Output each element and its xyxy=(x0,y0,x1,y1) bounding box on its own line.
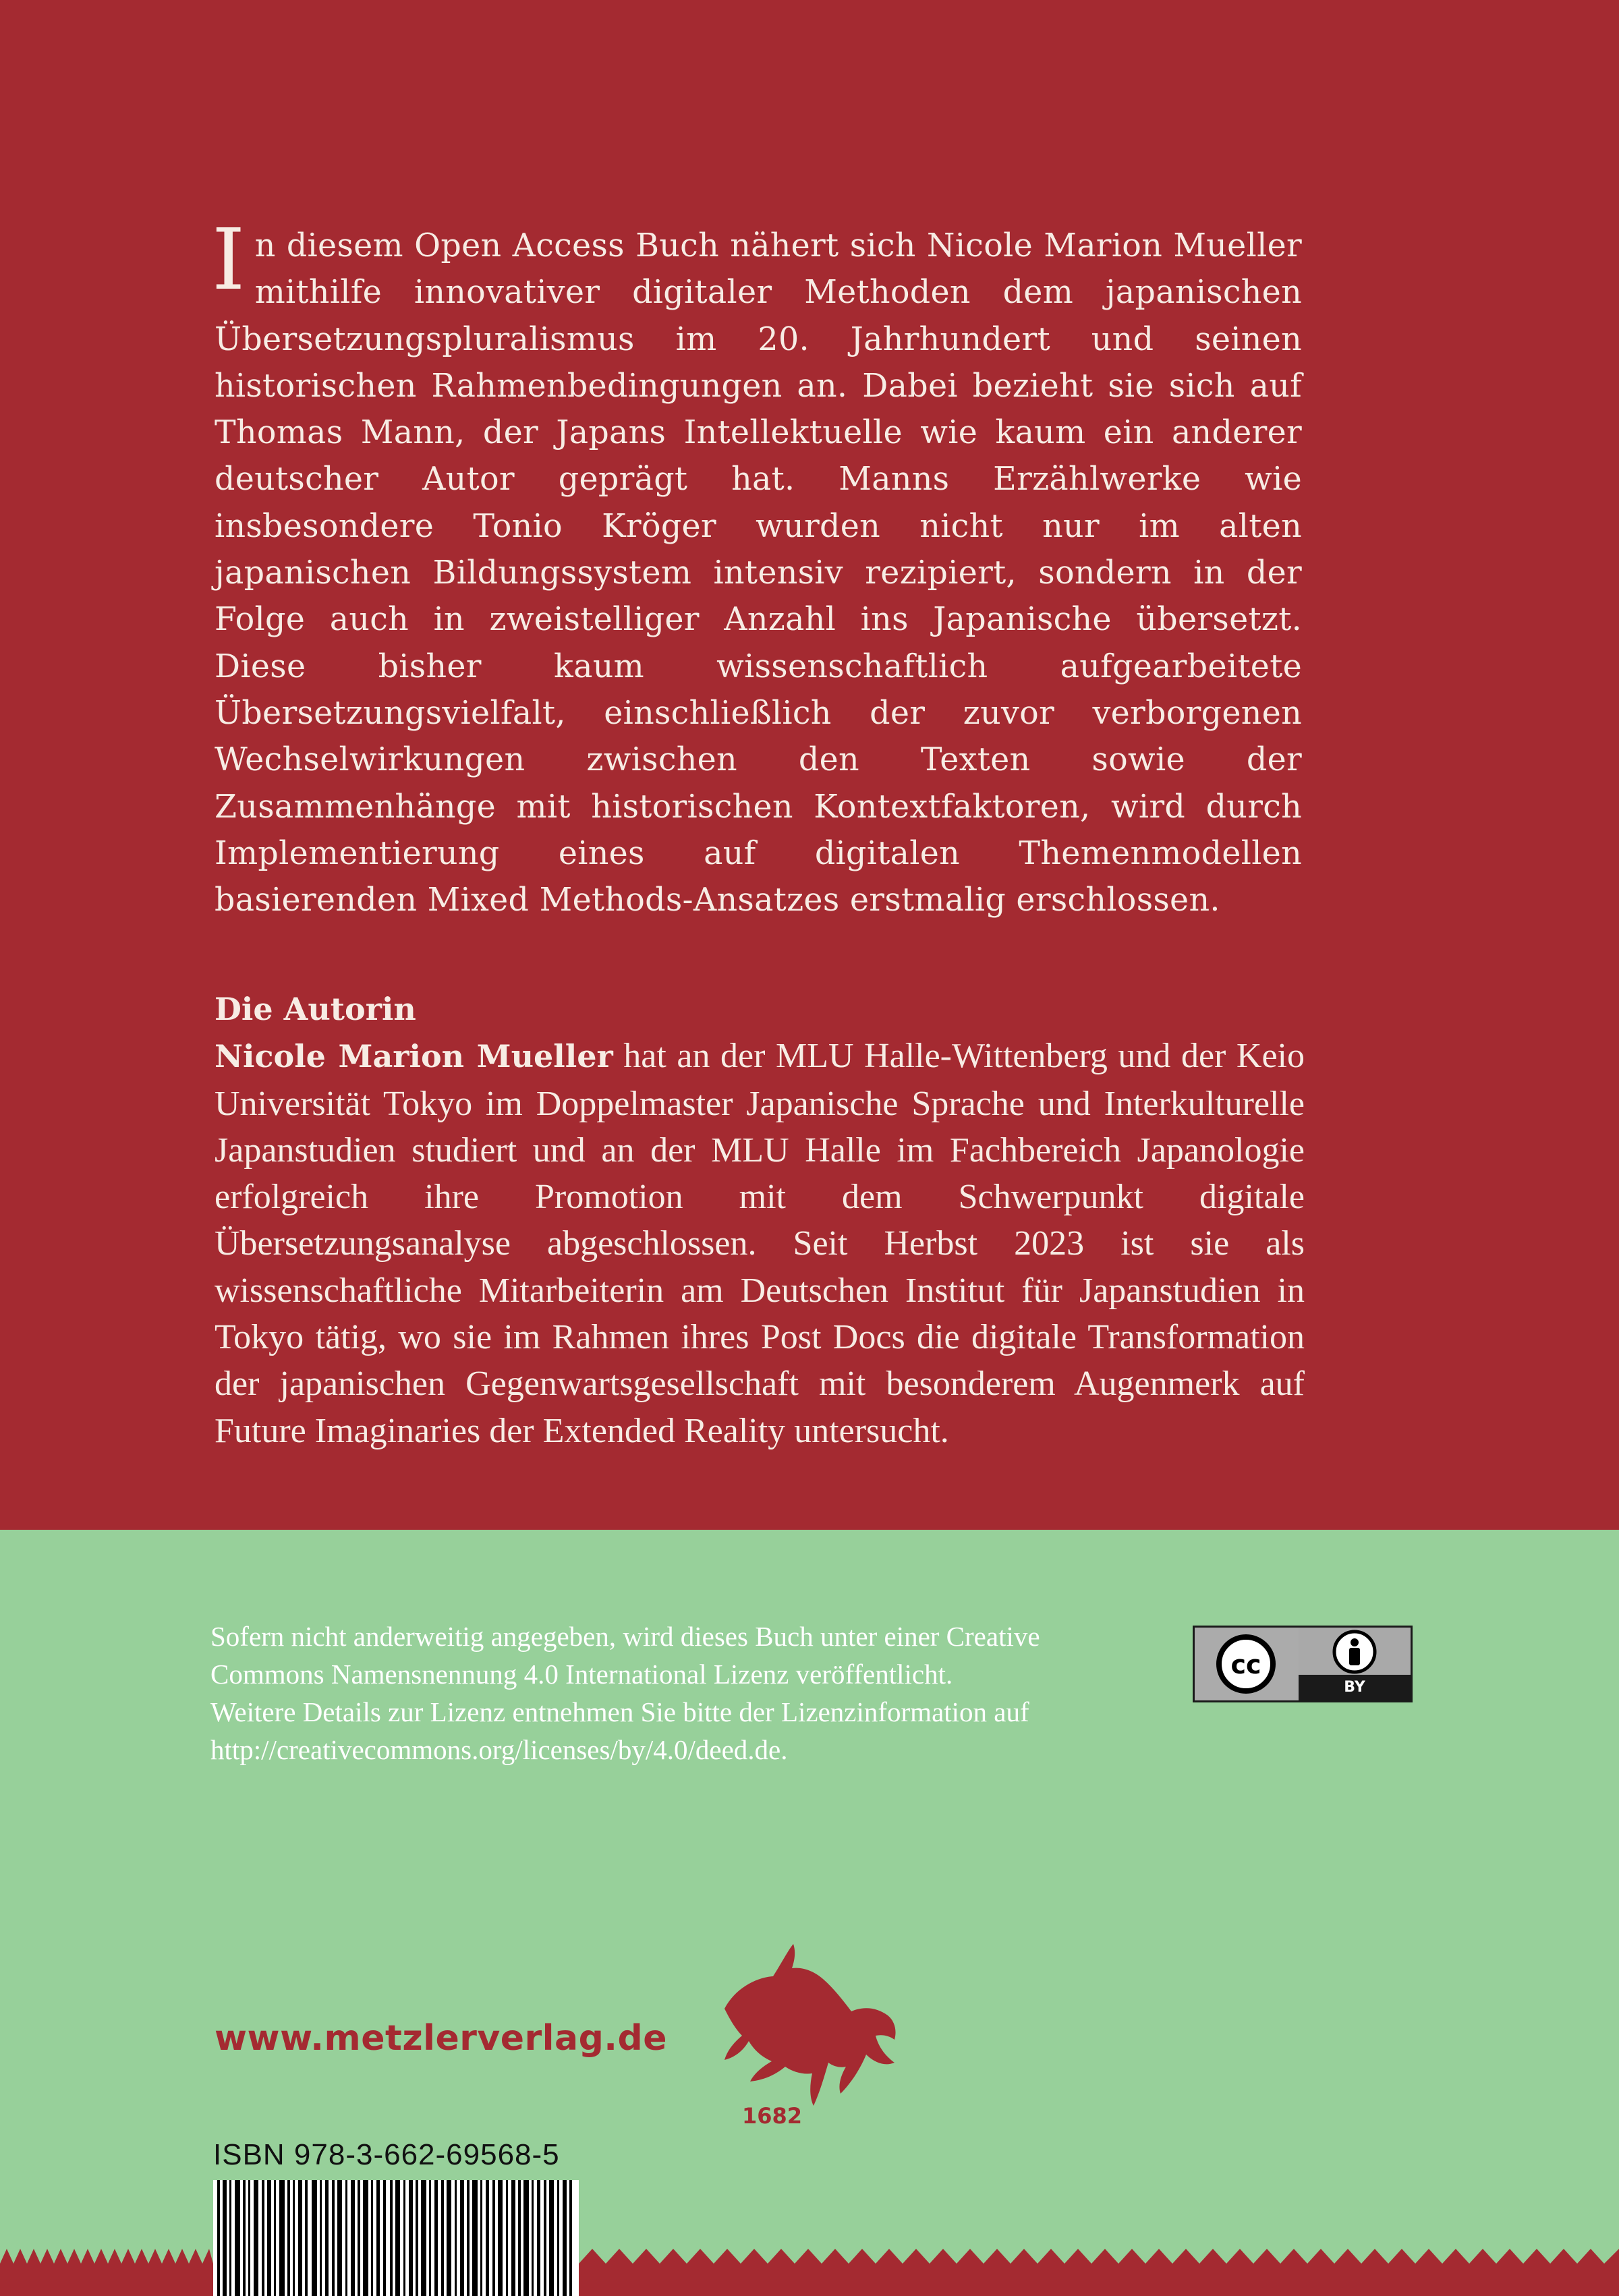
author-name: Nicole Marion Mueller xyxy=(215,1038,613,1075)
license-line: Sofern nicht anderweitig angegeben, wird dieses Buch unter einer Creative xyxy=(210,1621,1040,1652)
license-url[interactable]: http://creativecommons.org/licenses/by/4.0/deed.de. xyxy=(210,1734,788,1765)
isbn-text: ISBN 978-3-662-69568-5 xyxy=(213,2138,560,2171)
zigzag-border-right xyxy=(579,2246,1619,2296)
metzler-horse-logo-icon xyxy=(708,1941,904,2113)
drop-cap: I xyxy=(212,211,246,309)
cc-logo-icon xyxy=(1195,1628,1299,1700)
blurb-text: n diesem Open Access Buch nähert sich Nicole Marion Mueller mithilfe innovativer digitaler Methoden dem japanischen Übersetzungspluralismus im 20. Jahrhundert und seinen historischen Rahmenbedingungen an. Dabei bezieht sie sich auf Thomas Mann, der Japans Intellektuelle wie kaum ein anderer deutscher Autor geprägt hat. Manns Erzählwerke wie insbesondere Tonio Kröger wurden nicht nur im alten japanischen Bildungssystem intensiv rezipiert, sondern in der Folge auch in zweistelliger Anzahl ins Japanische übersetzt. Diese bisher kaum wissenschaftlich aufgearbeitete Übersetzungsvielfalt, einschließlich der zuvor verborgenen Wechselwirkungen zwischen den Texten sowie der Zusammenhänge mit historischen Kontextfaktoren, wird durch Implementierung eines auf digitalen Themenmodellen basierenden Mixed Methods-Ansatzes erstmalig erschlossen. xyxy=(215,227,1302,919)
license-line: Commons Namensnennung 4.0 International Lizenz veröffentlicht. xyxy=(210,1659,953,1690)
author-heading: Die Autorin xyxy=(215,991,416,1027)
barcode-icon xyxy=(213,2180,579,2296)
publisher-website[interactable]: www.metzlerverlag.de xyxy=(215,2018,668,2059)
license-line: Weitere Details zur Lizenz entnehmen Sie bitte der Lizenzinformation auf xyxy=(210,1696,1029,1727)
zigzag-border-left xyxy=(0,2246,213,2296)
author-bio: hat an der MLU Halle-Wittenberg und der Keio Universität Tokyo im Doppelmaster Japanische Sprache und Interkulturelle Japanstudien studiert und an der MLU Halle im Fachbereich Japanologie erfolgreich ihre Promotion mit dem Schwerpunkt digitale Übersetzungsanalyse abgeschlossen. Seit Herbst 2023 ist sie als wissenschaftliche Mitarbeiterin am Deutschen Institut für Japanstudien in Tokyo tätig, wo sie im Rahmen ihres Post Docs die digitale Transformation der japanischen Gegenwartsgesellschaft mit besonderem Augenmerk auf Future Imaginaries der Extended Reality untersucht. xyxy=(215,1037,1305,1450)
blurb-paragraph xyxy=(212,211,1302,923)
cc-by-badge[interactable] xyxy=(1193,1626,1413,1702)
barcode xyxy=(213,2180,579,2296)
author-section xyxy=(215,986,1305,1454)
cc-label: cc xyxy=(1230,1650,1261,1680)
logo-year: 1682 xyxy=(742,2103,803,2129)
license-notice xyxy=(210,1617,1168,1769)
attribution-person-icon xyxy=(1299,1628,1411,1675)
by-label: BY xyxy=(1299,1675,1411,1700)
